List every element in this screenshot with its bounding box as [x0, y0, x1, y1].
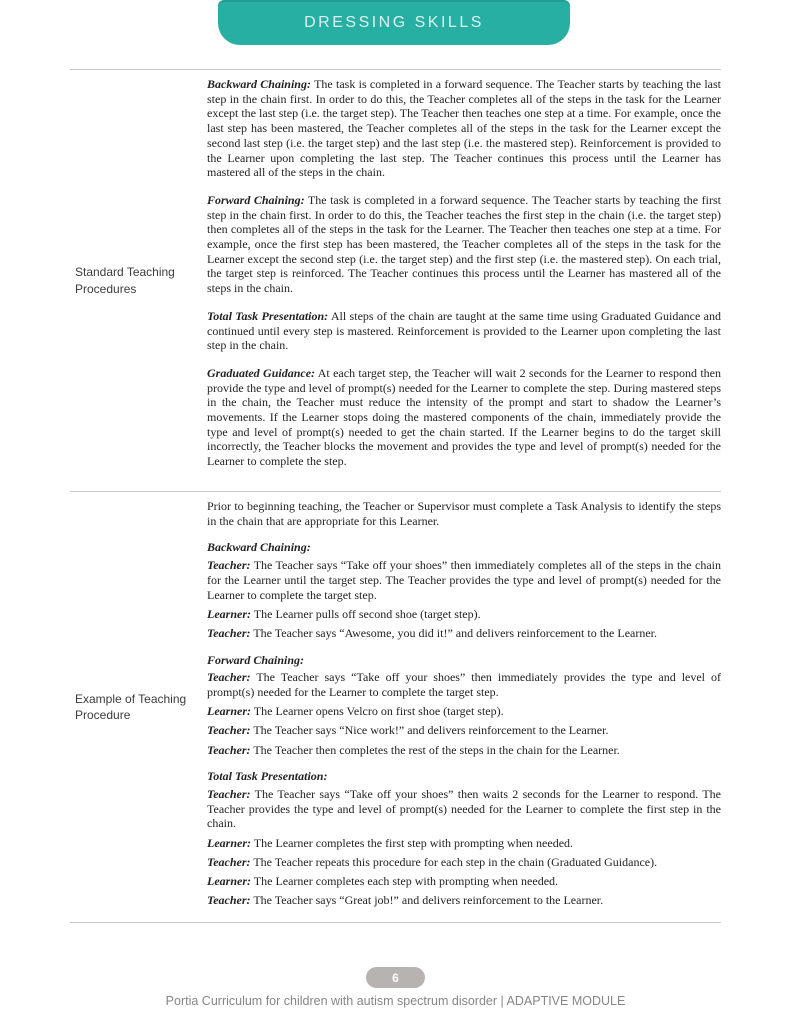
paragraph-graduated-guidance — [207, 366, 721, 469]
speaker-line-learner — [207, 874, 721, 889]
speaker-text: The Learner completes each step with prompting when needed. — [253, 874, 559, 889]
row-label-cell — [70, 492, 207, 922]
footer-text: Portia Curriculum for children with autism spectrum disorder | ADAPTIVE MODULE — [165, 994, 626, 1008]
speaker-text: The Teacher says “Nice work!” and delivers reinforcement to the Learner. — [253, 723, 609, 738]
speaker-label: Teacher: — [207, 893, 251, 908]
run-in-heading: Backward Chaining: — [207, 77, 311, 91]
speaker-label: Teacher: — [207, 742, 251, 757]
speaker-line-teacher — [207, 855, 721, 870]
speaker-label: Learner: — [207, 874, 251, 889]
run-in-heading: Forward Chaining: — [207, 192, 305, 207]
paragraph-total-task-presentation — [207, 309, 721, 353]
subheading-total-task-presentation: Total Task Presentation: — [207, 769, 328, 784]
paragraph-text: Prior to beginning teaching, the Teacher or Supervisor must complete a Task Analysis to identify the steps in the chain that are appropriate for this Learner. — [207, 499, 721, 528]
speaker-label: Teacher: — [207, 670, 251, 685]
speaker-text: The Teacher says “Take off your shoes” then waits 2 seconds for the Learner to respond. The Teacher provides the type and level of prompt(s) needed for the Learner to complete the first step in the chain. — [207, 787, 721, 831]
speaker-line-learner — [207, 836, 721, 851]
speaker-label: Teacher: — [207, 723, 251, 738]
speaker-text: The Teacher says “Take off your shoes” then immediately completes all of the steps in the chain for the Learner until the target step. The Teacher provides the type and level of prompt(s) needed for the Learner to complete the target step. — [207, 558, 721, 602]
speaker-line-teacher — [207, 743, 721, 758]
subheading-forward-chaining: Forward Chaining: — [207, 652, 305, 667]
paragraph-intro — [207, 499, 721, 528]
paragraph-forward-chaining — [207, 193, 721, 296]
speaker-text: The Teacher says “Great job!” and delivers reinforcement to the Learner. — [253, 893, 604, 908]
speaker-text: The Learner completes the first step with prompting when needed. — [253, 835, 574, 850]
paragraph-text: All steps of the chain are taught at the same time using Graduated Guidance and continued until every step is mastered. Reinforcement is provided to the Learner upon completing the last step in the chain. — [207, 308, 721, 353]
speaker-line-teacher — [207, 558, 721, 602]
table-row-example-of-teaching-procedure — [70, 491, 721, 922]
speaker-line-learner — [207, 607, 721, 622]
speaker-label: Learner: — [207, 704, 251, 719]
speaker-line-teacher — [207, 670, 721, 699]
page-header-banner — [218, 0, 570, 45]
page-number-badge: 6 — [366, 967, 425, 988]
speaker-text: The Learner pulls off second shoe (target step). — [253, 606, 481, 621]
speaker-label: Teacher: — [207, 854, 251, 869]
speaker-line-teacher — [207, 723, 721, 738]
speaker-line-learner — [207, 704, 721, 719]
speaker-label: Learner: — [207, 835, 251, 850]
speaker-line-teacher — [207, 787, 721, 831]
row-content-cell — [207, 70, 721, 491]
speaker-line-teacher — [207, 626, 721, 641]
subheading-backward-chaining: Backward Chaining: — [207, 540, 311, 555]
row-label: Example of Teaching Procedure — [75, 692, 187, 723]
speaker-text: The Teacher says “Awesome, you did it!” and delivers reinforcement to the Learner. — [253, 625, 658, 640]
speaker-label: Teacher: — [207, 625, 251, 640]
page-title: DRESSING SKILLS — [304, 13, 484, 31]
paragraph-backward-chaining — [207, 77, 721, 180]
row-label-cell — [70, 70, 207, 491]
speaker-label: Teacher: — [207, 558, 251, 573]
speaker-text: The Teacher then completes the rest of the steps in the chain for the Learner. — [253, 742, 620, 757]
speaker-text: The Teacher says “Take off your shoes” then immediately provides the type and level of prompt(s) needed for the Learner to complete the target step. — [207, 670, 721, 700]
speaker-label: Teacher: — [207, 787, 251, 802]
row-content-cell — [207, 492, 721, 922]
run-in-heading: Total Task Presentation: — [207, 308, 329, 323]
paragraph-text: The task is completed in a forward sequence. The Teacher starts by teaching the last step in the chain first. In order to do this, the Teacher completes all of the steps in the task for the Learner except the last step (i.e. the target step). The Teacher then teaches one step at a time. For example, once the last step has been mastered, the Teacher completes all of the steps in the task for the Learner except the second last step (i.e. the target step) and the last step (i.e. the mastered step). Reinforcement is provided to the Learner upon completing the last step. The Teacher continues this process until the Learner has mastered all of the steps in the chain. — [207, 77, 721, 180]
paragraph-text: At each target step, the Teacher will wait 2 seconds for the Learner to respond then provide the type and level of prompt(s) needed for the Learner to complete the step. During mastered steps in the chain, the Teacher must reduce the intensity of the prompt and start to shadow the Learner’s movements. If the Learner stops doing the mastered components of the chain, immediately provide the type and level of prompt(s) needed to get the chain started. If the Learner begins to do the target skill incorrectly, the Teacher blocks the movement and provides the type and level of prompt(s) needed for the Learner to complete the step. — [207, 365, 722, 469]
row-label: Standard Teaching Procedures — [75, 265, 175, 296]
table-row-standard-teaching-procedures — [70, 69, 721, 491]
paragraph-text: The task is completed in a forward sequence. The Teacher starts by teaching the first step in the chain first. In order to do this, the Teacher teaches the first step in the chain (i.e. the target step) then completes all of the steps in the task for the Learner. The Teacher then teaches one step at a time. For example, once the first step has been mastered, the Teacher completes all of the steps in the task for the Learner except the second step (i.e. the target step) and the first step (i.e. the mastered step). On each trial, the target step is reinforced. The Teacher continues this process until the Learner has mastered all of the steps in the chain. — [207, 192, 721, 296]
speaker-line-teacher — [207, 893, 721, 908]
speaker-text: The Teacher repeats this procedure for each step in the chain (Graduated Guidance). — [253, 854, 658, 869]
teaching-procedures-table — [70, 69, 721, 923]
run-in-heading: Graduated Guidance: — [207, 365, 316, 380]
speaker-label: Learner: — [207, 606, 251, 621]
speaker-text: The Learner opens Velcro on first shoe (target step). — [253, 704, 504, 719]
